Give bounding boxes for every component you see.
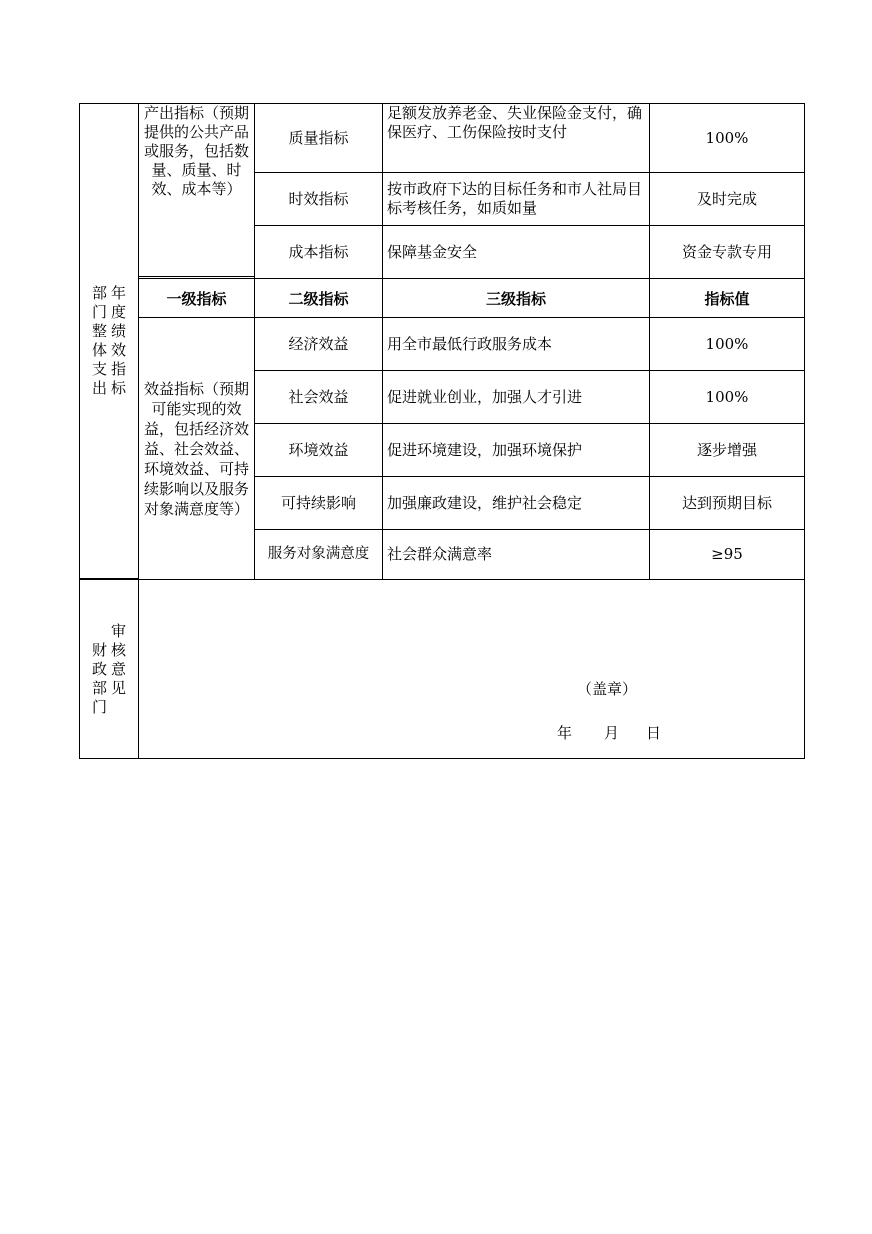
benefit-row-level2: 环境效益: [254, 423, 383, 477]
finance-review-label-vertical: [92, 622, 126, 717]
output-section-label: 产出指标（预期提供的公共产品或服务，包括数量、质量、时效、成本等）: [143, 104, 249, 198]
benefit-row-level2: 社会效益: [254, 370, 383, 424]
date-day: 日: [646, 724, 662, 742]
outer-label-char: 支: [92, 360, 108, 378]
outer-label-char: 指: [111, 360, 127, 378]
benefit-row-value: 达到预期目标: [649, 476, 805, 530]
output-section-label-cell: [138, 103, 255, 277]
header-value: 指标值: [649, 278, 805, 318]
benefit-row-value: ≥95: [649, 529, 805, 580]
header-level1: 一级指标: [138, 278, 255, 318]
benefit-row-level2: 经济效益: [254, 317, 383, 371]
finance-label-char: 部: [92, 678, 108, 697]
outer-label-char: 度: [111, 303, 127, 321]
outer-label-char: 绩: [111, 322, 127, 340]
finance-label-char: 核: [111, 640, 127, 659]
output-row-level2: 质量指标: [254, 103, 383, 173]
output-row-level3: 按市政府下达的目标任务和市人社局目标考核任务，如质如量: [382, 172, 650, 226]
benefit-row-value: 100%: [649, 370, 805, 424]
outer-label-col-b: [111, 284, 126, 398]
finance-review-label-col-b: [111, 622, 126, 717]
benefit-section-label-cell: [138, 317, 255, 580]
output-row-level2: 成本指标: [254, 225, 383, 279]
benefit-row-level3: 用全市最低行政服务成本: [382, 317, 650, 371]
outer-label-vertical: [92, 284, 126, 398]
benefit-row-value: 100%: [649, 317, 805, 371]
finance-label-char: 门: [92, 697, 108, 716]
output-row-value: 及时完成: [649, 172, 805, 226]
outer-label-col-a: [92, 284, 107, 398]
outer-label-char: 体: [92, 341, 108, 359]
benefit-row-level2: 服务对象满意度: [254, 529, 383, 580]
finance-label-char: 审: [111, 621, 127, 640]
benefit-row-level3: 加强廉政建设，维护社会稳定: [382, 476, 650, 530]
benefit-row-value: 逐步增强: [649, 423, 805, 477]
output-row-level2: 时效指标: [254, 172, 383, 226]
performance-table: [79, 103, 805, 759]
finance-label-char: 政: [92, 659, 108, 678]
benefit-row-level3: 促进就业创业，加强人才引进: [382, 370, 650, 424]
header-level2: 二级指标: [254, 278, 383, 318]
output-row-level3: 保障基金安全: [382, 225, 650, 279]
header-level3: 三级指标: [382, 278, 650, 318]
finance-review-content: [138, 579, 805, 759]
output-row-value: 资金专款专用: [649, 225, 805, 279]
outer-label-char: 整: [92, 322, 108, 340]
finance-review-label-cell: [79, 579, 139, 759]
output-row-level3: 足额发放养老金、失业保险金支付，确保医疗、工伤保险按时支付: [382, 103, 650, 173]
finance-review-label-col-a: [92, 622, 107, 717]
benefit-row-level2: 可持续影响: [254, 476, 383, 530]
benefit-row-level3: 促进环境建设，加强环境保护: [382, 423, 650, 477]
outer-label-char: 部: [92, 284, 108, 302]
benefit-section-label: 效益指标（预期可能实现的效益，包括经济效益、社会效益、环境效益、可持续影响以及服务对象满意度等）: [143, 379, 249, 518]
date-year: 年: [557, 724, 573, 742]
date-month: 月: [604, 724, 620, 742]
finance-label-char: 见: [111, 678, 127, 697]
seal-label: （盖章）: [577, 680, 638, 698]
finance-label-char: 财: [92, 640, 108, 659]
outer-label-char: 标: [111, 379, 127, 397]
outer-label-char: 年: [111, 284, 127, 302]
output-row-value: 100%: [649, 103, 805, 173]
outer-label-cell: [79, 103, 139, 579]
outer-label-char: 出: [92, 379, 108, 397]
finance-label-char: 意: [111, 659, 127, 678]
outer-label-char: 门: [92, 303, 108, 321]
outer-label-char: 效: [111, 341, 127, 359]
benefit-row-level3: 社会群众满意率: [382, 529, 650, 580]
